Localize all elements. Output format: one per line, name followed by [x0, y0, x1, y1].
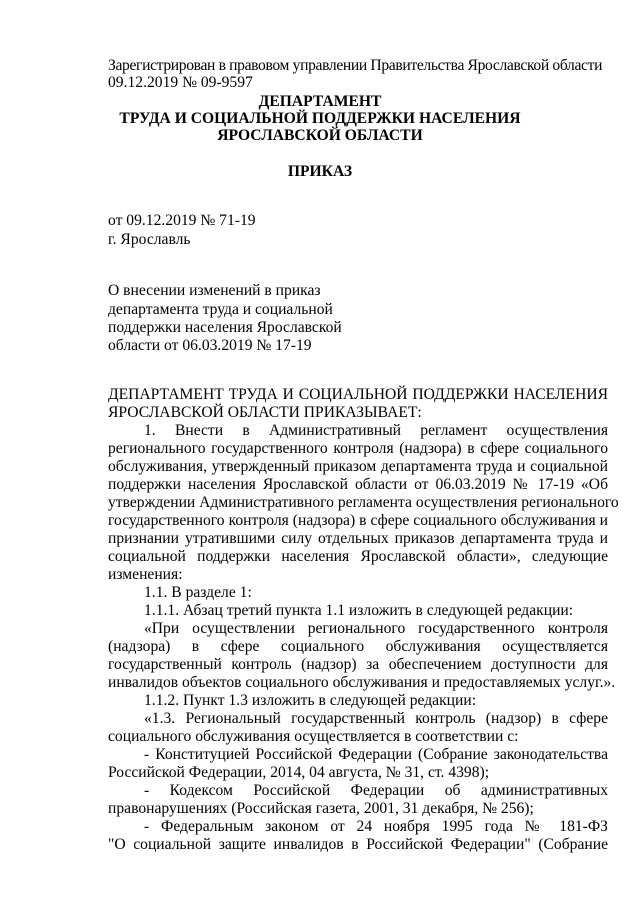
city: г. Ярославль	[108, 231, 191, 248]
date-number: от 09.12.2019 № 71-19	[108, 212, 256, 229]
subject-line: О внесении изменений в приказ	[108, 282, 321, 299]
body-line: Российской Федерации, 2014, 04 августа, № 31, ст. 4398);	[108, 764, 490, 781]
body-line: инвалидов объектов социального обслуживания и предоставляемых услуг.».	[108, 674, 616, 691]
body-line: изменения:	[108, 566, 183, 583]
body-line: государственного контроля (надзора) в сфере социального обслуживания и	[108, 512, 608, 529]
body-line: 1. Внести в Административный регламент осуществления	[144, 422, 608, 439]
subject-line: области от 06.03.2019 № 17-19	[108, 337, 312, 354]
header-line-2: ТРУДА И СОЦИАЛЬНОЙ ПОДДЕРЖКИ НАСЕЛЕНИЯ	[119, 110, 521, 127]
body-line: поддержки населения Ярославской области от 06.03.2019 № 17-19 «Об	[108, 476, 608, 493]
header-dept: ДЕПАРТАМЕНТ	[258, 93, 382, 110]
registration-line-2: 09.12.2019 № 09-9597	[108, 74, 253, 91]
body-line: ДЕПАРТАМЕНТ ТРУДА И СОЦИАЛЬНОЙ ПОДДЕРЖКИ НАСЕЛЕНИЯ	[108, 386, 608, 403]
subject-line: департамента труда и социальной	[108, 301, 333, 318]
body-line: утверждении Административного регламента осуществления регионального	[108, 494, 619, 511]
body-line: социального обслуживания осуществляется в соответствии с:	[108, 728, 519, 745]
body-line: «При осуществлении регионального государственного контроля	[144, 620, 608, 637]
body-line: 1.1.2. Пункт 1.3 изложить в следующей редакции:	[144, 692, 477, 709]
body-line: социальной поддержки населения Ярославской области», следующие	[108, 548, 608, 565]
body-line: ЯРОСЛАВСКОЙ ОБЛАСТИ ПРИКАЗЫВАЕТ:	[108, 404, 422, 421]
body-line: - Конституцией Российской Федерации (Собрание законодательства	[144, 746, 608, 763]
body-line: признании утратившими силу отдельных приказов департамента труда и	[108, 530, 608, 547]
subject-line: поддержки населения Ярославской	[108, 319, 342, 336]
body-line: государственный контроль (надзор) за обеспечением доступности для	[108, 656, 608, 673]
body-line: обслуживания, утвержденный приказом департамента труда и социальной	[108, 458, 608, 475]
body-line: "О социальной защите инвалидов в Российской Федерации" (Собрание	[108, 836, 608, 853]
body-line: - Кодексом Российской Федерации об административных	[144, 782, 608, 799]
doc-type-title: ПРИКАЗ	[287, 163, 353, 180]
body-line: (надзора) в сфере социального обслуживания осуществляется	[108, 638, 608, 655]
body-line: 1.1. В разделе 1:	[144, 584, 252, 601]
header-line-3: ЯРОСЛАВСКОЙ ОБЛАСТИ	[217, 127, 423, 144]
body-line: - Федеральным законом от 24 ноября 1995 года № 181-ФЗ	[144, 818, 608, 835]
body-line: правонарушениях (Российская газета, 2001, 31 декабря, № 256);	[108, 800, 534, 817]
body-line: «1.3. Региональный государственный контроль (надзор) в сфере	[144, 710, 608, 727]
body-line: регионального государственного контроля (надзора) в сфере социального	[108, 440, 608, 457]
registration-line-1: Зарегистрирован в правовом управлении Правительства Ярославской области	[108, 57, 603, 74]
body-line: 1.1.1. Абзац третий пункта 1.1 изложить в следующей редакции:	[144, 602, 574, 619]
